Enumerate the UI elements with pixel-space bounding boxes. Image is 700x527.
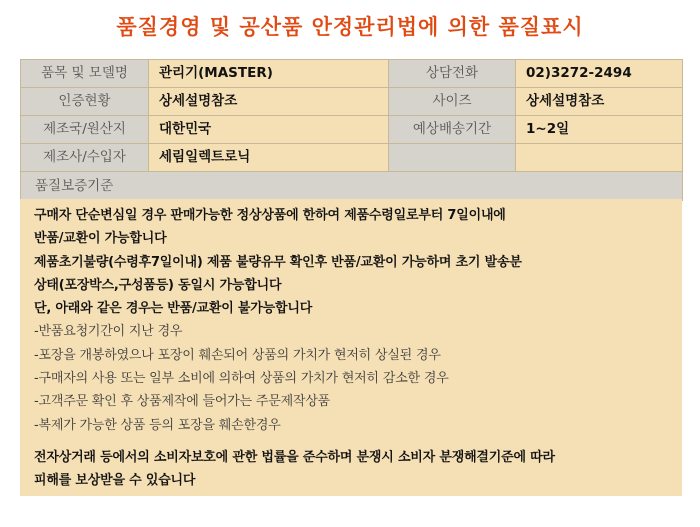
phone-label: 상담전화 — [389, 60, 516, 88]
certification-label: 인증현황 — [21, 88, 149, 116]
warranty-main-line: 제품초기불량(수령후7일이내) 제품 불량유무 확인후 반품/교환이 가능하며 초기 발송분 — [34, 254, 522, 270]
origin-label: 제조국/원산지 — [21, 116, 149, 144]
table-row — [21, 172, 683, 201]
warranty-exception-item: -포장을 개봉하였으나 포장이 훼손되어 상품의 가치가 현저히 상실된 경우 — [34, 347, 441, 363]
spacer — [34, 437, 682, 446]
warranty-main-line: 단, 아래와 같은 경우는 반품/교환이 불가능합니다 — [34, 301, 313, 317]
warranty-exception-item: -반품요청기간이 지난 경우 — [34, 324, 183, 340]
table-row — [21, 116, 683, 144]
empty-value-cell — [516, 144, 683, 172]
model-name-label: 품목 및 모델명 — [21, 60, 149, 88]
size-label: 사이즈 — [389, 88, 516, 116]
warranty-main-line: 상태(포장박스,구성품등) 동일시 가능합니다 — [34, 277, 282, 293]
empty-label-cell — [389, 144, 516, 172]
warranty-footer-line: 전자상거래 등에서의 소비자보호에 관한 법률을 준수하며 분쟁시 소비자 분쟁해결기준에 따라 — [34, 449, 555, 465]
product-info-table — [20, 59, 683, 201]
model-name-value: 관리기(MASTER) — [149, 60, 389, 88]
warranty-main-line: 반품/교환이 가능합니다 — [34, 231, 167, 247]
delivery-period-value: 1~2일 — [516, 116, 683, 144]
warranty-exception-item: -구매자의 사용 또는 일부 소비에 의하여 상품의 가치가 현저히 감소한 경우 — [34, 371, 449, 387]
page-title: 품질경영 및 공산품 안정관리법에 의한 품질표시 — [116, 15, 584, 39]
table-row — [21, 60, 683, 88]
certification-value: 상세설명참조 — [149, 88, 389, 116]
warranty-text-box — [20, 199, 682, 496]
phone-value: 02)3272-2494 — [516, 60, 683, 88]
manufacturer-value: 세림일렉트로닉 — [149, 144, 389, 172]
manufacturer-label: 제조사/수입자 — [21, 144, 149, 172]
warranty-standard-label: 품질보증기준 — [21, 172, 683, 201]
warranty-exception-item: -복제가 가능한 상품 등의 포장을 훼손한경우 — [34, 417, 281, 433]
table-row — [21, 88, 683, 116]
table-row — [21, 144, 683, 172]
warranty-footer-line: 피해를 보상받을 수 있습니다 — [34, 473, 196, 489]
warranty-main-line: 구매자 단순변심일 경우 판매가능한 정상상품에 한하여 제품수령일로부터 7일이내에 — [34, 208, 506, 223]
origin-value: 대한민국 — [149, 116, 389, 144]
size-value: 상세설명참조 — [516, 88, 683, 116]
delivery-period-label: 예상배송기간 — [389, 116, 516, 144]
warranty-exception-item: -고객주문 확인 후 상품제작에 들어가는 주문제작상품 — [34, 394, 331, 410]
